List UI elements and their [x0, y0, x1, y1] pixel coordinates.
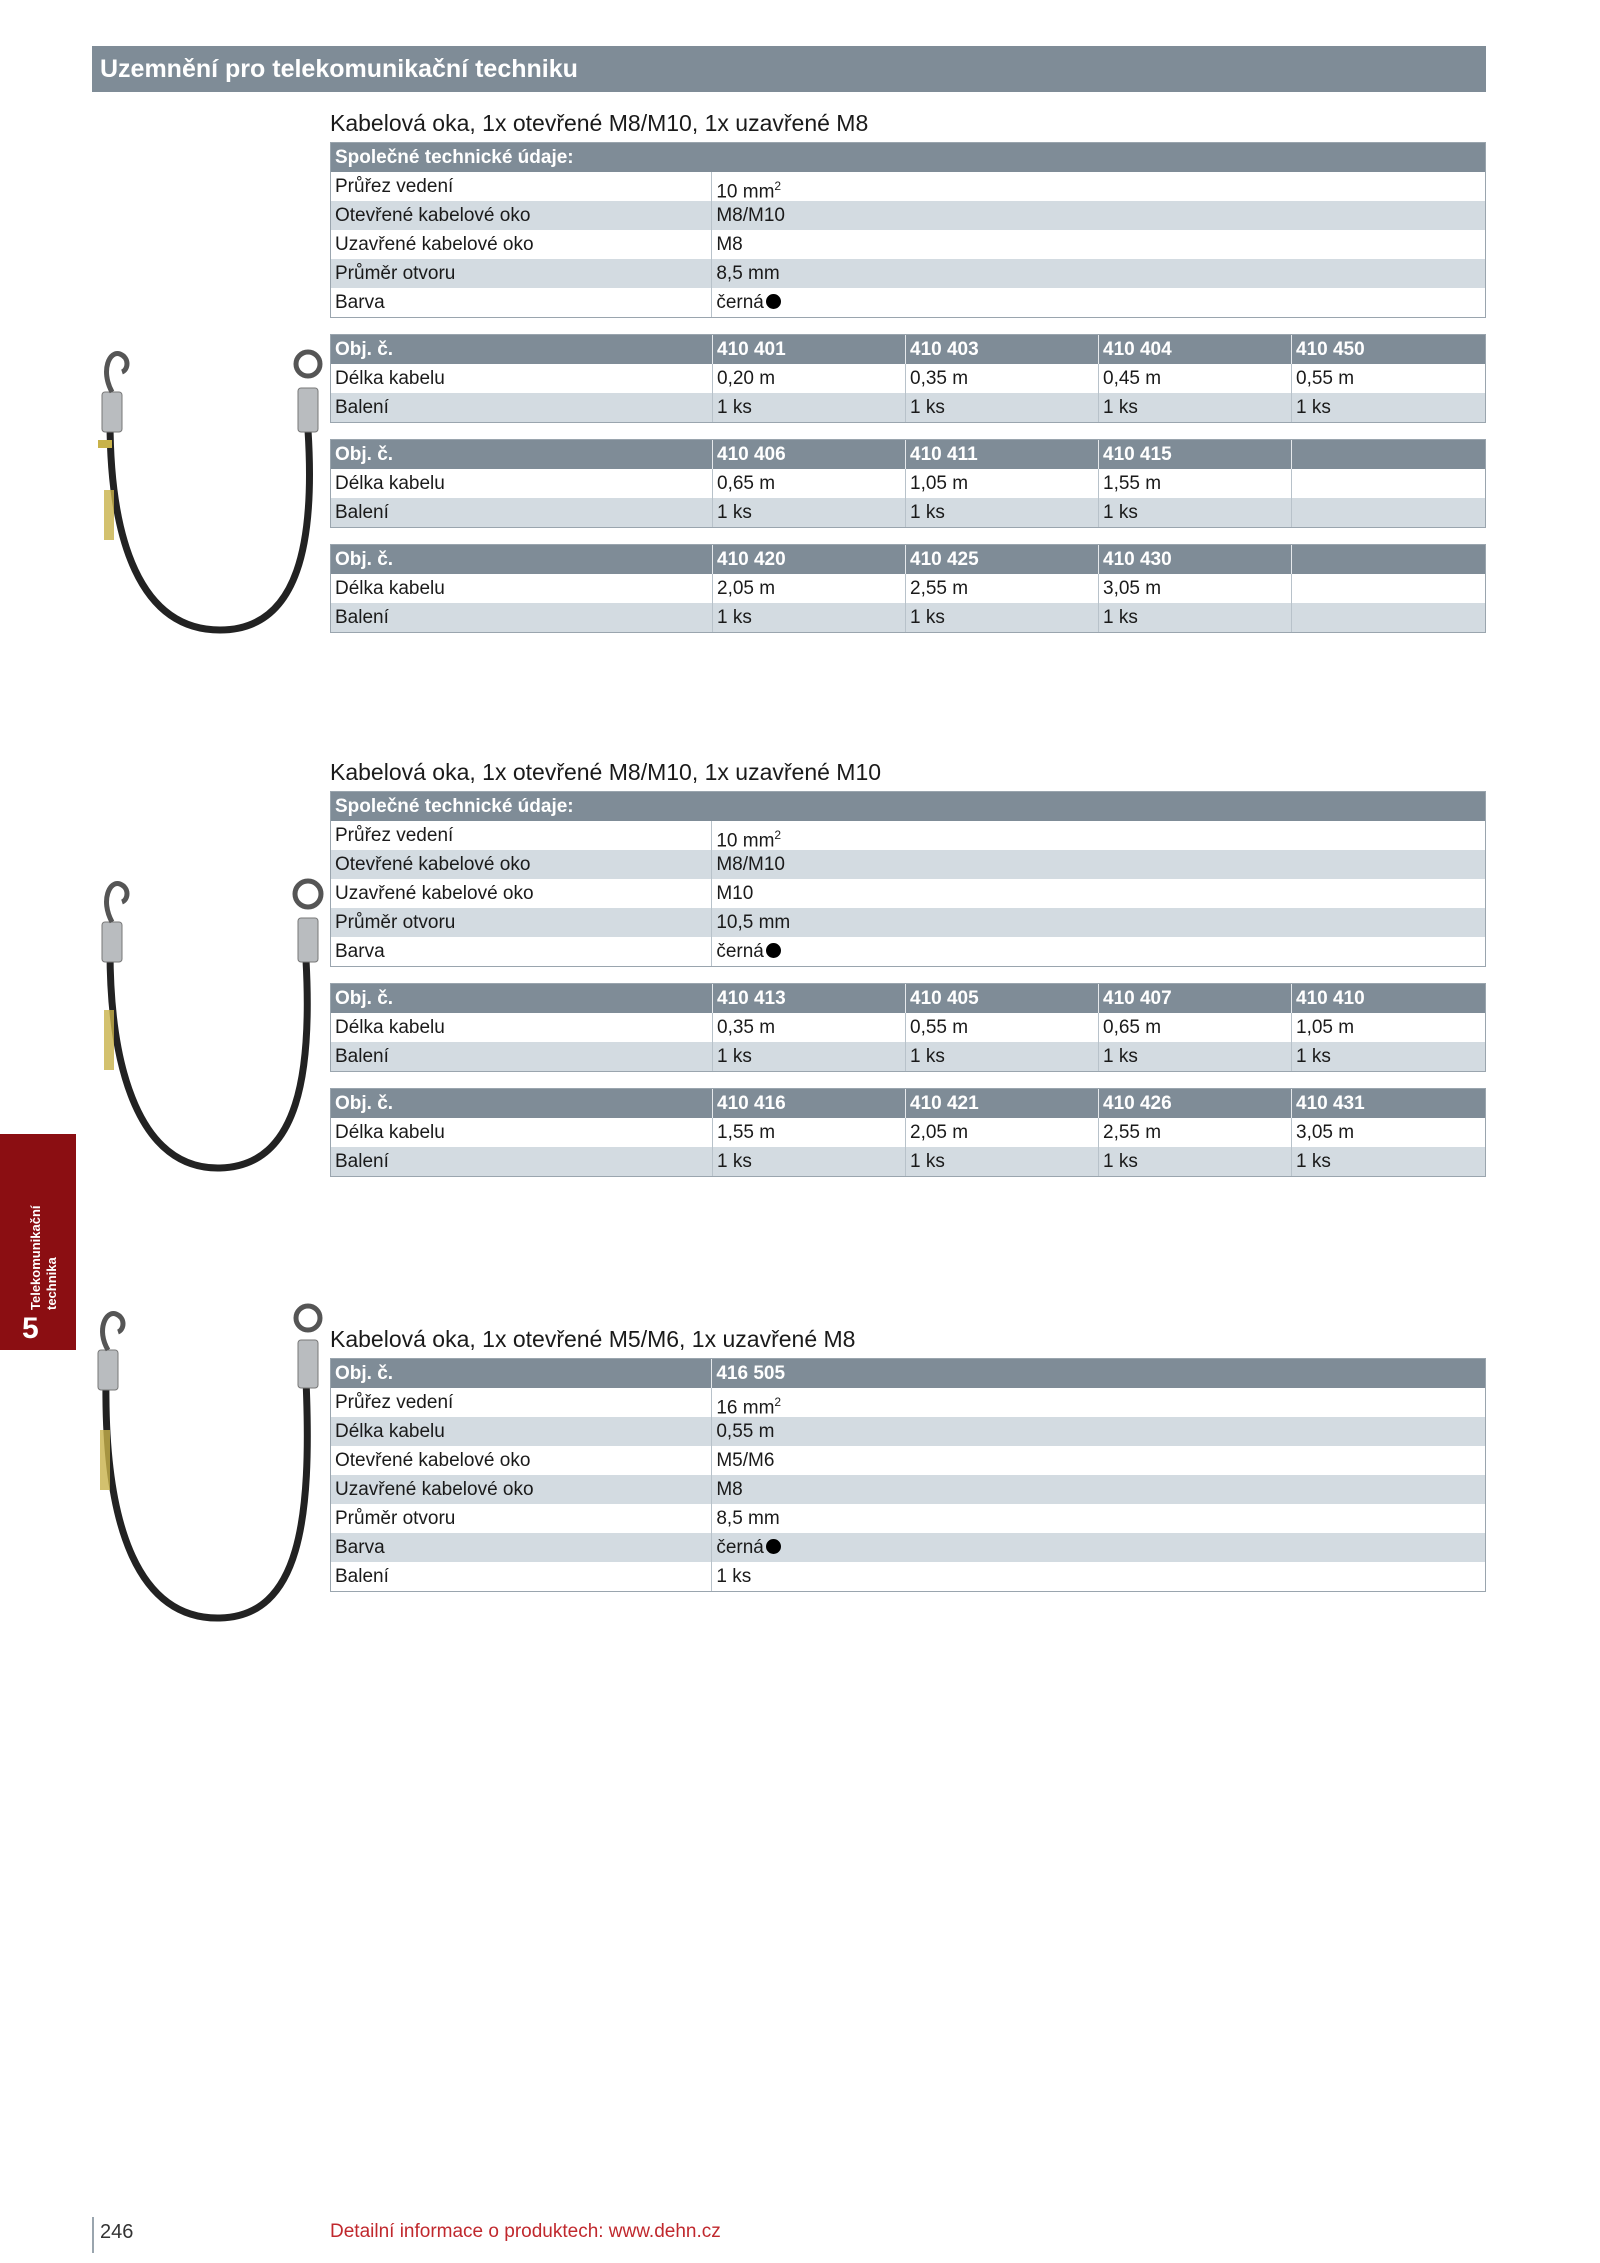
length-value: 2,55 m [905, 574, 1098, 603]
length-value: 0,45 m [1098, 364, 1291, 393]
spec-value: M8 [711, 230, 1485, 259]
order-number: 410 425 [905, 545, 1098, 574]
pack-label: Balení [335, 502, 389, 523]
pack-label: Balení [335, 1046, 389, 1067]
length-value [1291, 469, 1484, 498]
pack-value: 1 ks [905, 393, 1098, 422]
section-1 [330, 106, 1486, 649]
spec-label: Průměr otvoru [335, 912, 456, 933]
pack-value: 1 ks [905, 1147, 1098, 1176]
spec-value: 10 $mm^2$ [711, 821, 1485, 850]
spec-value: 16 $mm^2$ [711, 1388, 1485, 1417]
length-value: 1,55 m [712, 1118, 905, 1147]
order-number: 416 505 [711, 1359, 1485, 1388]
length-value [1291, 574, 1484, 603]
length-value: 1,05 m [1291, 1013, 1484, 1042]
order-table [330, 1088, 1486, 1177]
spec-value: M8/M10 [711, 850, 1485, 879]
order-number-label: Obj. č. [335, 1093, 394, 1114]
spec-value: 0,55 m [711, 1417, 1485, 1446]
order-number: 410 426 [1098, 1089, 1291, 1118]
section-title: Kabelová oka, 1x otevřené M8/M10, 1x uzavřené M8 [330, 110, 869, 136]
order-number: 410 416 [712, 1089, 905, 1118]
order-number: 410 410 [1291, 984, 1484, 1013]
footer-divider [92, 2217, 94, 2253]
section-3 [330, 1322, 1486, 1608]
spec-value: M10 [711, 879, 1485, 908]
cable-lug-image-1 [80, 340, 340, 640]
spec-label: Délka kabelu [335, 1421, 445, 1442]
pack-value: 1 ks [1098, 498, 1291, 527]
length-value: 0,20 m [712, 364, 905, 393]
chapter-number: 5 [22, 1312, 39, 1345]
order-number: 410 431 [1291, 1089, 1484, 1118]
color-dot-icon [766, 943, 781, 958]
order-number: 410 401 [712, 335, 905, 364]
page-title: Uzemnění pro telekomunikační techniku [92, 46, 1486, 92]
order-number-label: Obj. č. [335, 549, 394, 570]
spec-value: 10 $mm^2$ [711, 172, 1485, 201]
spec-value: černá [711, 1533, 1485, 1562]
order-number: 410 405 [905, 984, 1098, 1013]
length-label: Délka kabelu [335, 1122, 445, 1143]
pack-value: 1 ks [1291, 393, 1484, 422]
spec-value: M8/M10 [711, 201, 1485, 230]
spec-label: Uzavřené kabelové oko [335, 234, 534, 255]
order-number [1291, 440, 1484, 469]
order-table [330, 544, 1486, 633]
section-title: Kabelová oka, 1x otevřené M5/M6, 1x uzavřené M8 [330, 1326, 856, 1352]
order-number: 410 450 [1291, 335, 1484, 364]
footer-link[interactable]: Detailní informace o produktech: www.dehn.cz [330, 2221, 721, 2242]
order-number: 410 413 [712, 984, 905, 1013]
pack-value: 1 ks [712, 1042, 905, 1071]
length-value: 3,05 m [1291, 1118, 1484, 1147]
chapter-tab [0, 1134, 76, 1350]
length-value: 2,05 m [905, 1118, 1098, 1147]
spec-value: 8,5 mm [711, 1504, 1485, 1533]
length-label: Délka kabelu [335, 473, 445, 494]
length-value: 2,55 m [1098, 1118, 1291, 1147]
page-number: 246 [100, 2221, 134, 2243]
order-number-label: Obj. č. [335, 339, 394, 360]
spec-label: Barva [335, 292, 385, 313]
common-specs-table [330, 791, 1486, 967]
pack-value: 1 ks [1098, 603, 1291, 632]
order-number: 410 421 [905, 1089, 1098, 1118]
length-value: 1,55 m [1098, 469, 1291, 498]
length-value: 0,65 m [712, 469, 905, 498]
order-number: 410 407 [1098, 984, 1291, 1013]
pack-value: 1 ks [1098, 393, 1291, 422]
pack-label: Balení [335, 397, 389, 418]
length-value: 1,05 m [905, 469, 1098, 498]
color-dot-icon [766, 294, 781, 309]
order-number: 410 430 [1098, 545, 1291, 574]
cable-lug-image-3 [80, 1300, 340, 1630]
common-specs-heading: Společné technické údaje: [335, 796, 574, 817]
spec-value: 1 ks [711, 1562, 1485, 1591]
order-number: 410 411 [905, 440, 1098, 469]
spec-label: Otevřené kabelové oko [335, 205, 531, 226]
spec-value: M8 [711, 1475, 1485, 1504]
order-number: 410 406 [712, 440, 905, 469]
order-table [330, 983, 1486, 1072]
pack-value: 1 ks [905, 603, 1098, 632]
pack-value: 1 ks [1291, 1147, 1484, 1176]
pack-value: 1 ks [712, 603, 905, 632]
pack-label: Balení [335, 1151, 389, 1172]
order-number-label: Obj. č. [335, 988, 394, 1009]
spec-label: Balení [335, 1566, 389, 1587]
section-title: Kabelová oka, 1x otevřené M8/M10, 1x uzavřené M10 [330, 759, 882, 785]
common-specs-table [330, 142, 1486, 318]
length-value: 0,65 m [1098, 1013, 1291, 1042]
length-value: 0,35 m [905, 364, 1098, 393]
section-2 [330, 755, 1486, 1193]
order-number: 410 403 [905, 335, 1098, 364]
spec-label: Průměr otvoru [335, 1508, 456, 1529]
common-specs-heading: Společné technické údaje: [335, 147, 574, 168]
pack-value: 1 ks [1098, 1147, 1291, 1176]
spec-label: Barva [335, 1537, 385, 1558]
length-value: 3,05 m [1098, 574, 1291, 603]
spec-label: Průměr otvoru [335, 263, 456, 284]
length-value: 0,55 m [905, 1013, 1098, 1042]
order-number-label: Obj. č. [335, 444, 394, 465]
cable-lug-image-2 [80, 870, 340, 1180]
pack-value [1291, 603, 1484, 632]
pack-value: 1 ks [1291, 1042, 1484, 1071]
order-number: 410 420 [712, 545, 905, 574]
spec-label: Uzavřené kabelové oko [335, 1479, 534, 1500]
length-label: Délka kabelu [335, 578, 445, 599]
order-table [330, 439, 1486, 528]
length-value: 0,35 m [712, 1013, 905, 1042]
product-specs-table [330, 1358, 1486, 1592]
spec-label: Barva [335, 941, 385, 962]
spec-label: Otevřené kabelové oko [335, 1450, 531, 1471]
spec-label: Uzavřené kabelové oko [335, 883, 534, 904]
spec-value: M5/M6 [711, 1446, 1485, 1475]
pack-value [1291, 498, 1484, 527]
pack-label: Balení [335, 607, 389, 628]
order-number: 410 415 [1098, 440, 1291, 469]
chapter-tab-label: Telekomunikační technika [28, 1205, 59, 1310]
spec-value: 10,5 mm [711, 908, 1485, 937]
spec-label: Průřez vedení [335, 825, 454, 846]
length-value: 0,55 m [1291, 364, 1484, 393]
pack-value: 1 ks [905, 498, 1098, 527]
spec-label: Průřez vedení [335, 1392, 454, 1413]
spec-value: 8,5 mm [711, 259, 1485, 288]
spec-value: černá [711, 937, 1485, 966]
pack-value: 1 ks [712, 498, 905, 527]
order-number-label: Obj. č. [335, 1363, 394, 1384]
pack-value: 1 ks [712, 1147, 905, 1176]
order-number: 410 404 [1098, 335, 1291, 364]
spec-label: Otevřené kabelové oko [335, 854, 531, 875]
spec-value: černá [711, 288, 1485, 317]
spec-label: Průřez vedení [335, 176, 454, 197]
length-value: 2,05 m [712, 574, 905, 603]
order-table [330, 334, 1486, 423]
pack-value: 1 ks [1098, 1042, 1291, 1071]
order-number [1291, 545, 1484, 574]
pack-value: 1 ks [905, 1042, 1098, 1071]
length-label: Délka kabelu [335, 1017, 445, 1038]
length-label: Délka kabelu [335, 368, 445, 389]
color-dot-icon [766, 1539, 781, 1554]
pack-value: 1 ks [712, 393, 905, 422]
